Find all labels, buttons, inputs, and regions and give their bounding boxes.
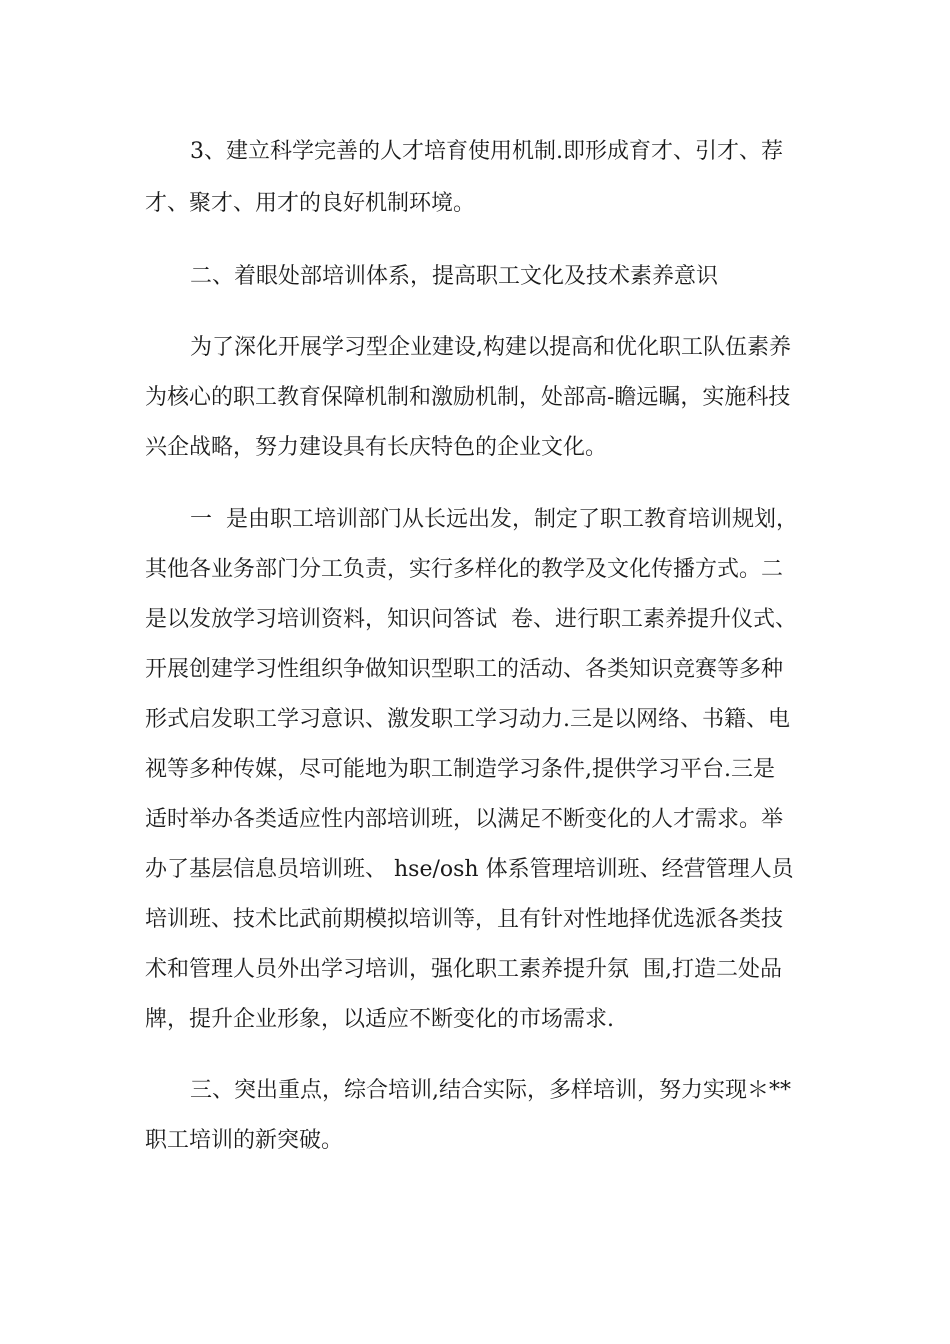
section-heading-2: 二、着眼处部培训体系，提高职工文化及技术素养意识 [190, 264, 719, 289]
para3-line9: 培训班、技术比武前期模拟培训等，且有针对性地择优选派各类技 [145, 907, 784, 932]
para3-line1: 一 是由职工培训部门从长远出发，制定了职工教育培训规划， [190, 507, 798, 532]
para1-line1: 3、建立科学完善的人才培育使用机制.即形成育才、引才、荐 [190, 139, 783, 164]
section-heading-3-line2: 职工培训的新突破。 [145, 1128, 344, 1153]
para1-line2: 才、聚才、用才的良好机制环境。 [145, 191, 476, 216]
para3-line8: 办了基层信息员培训班、 hse/osh 体系管理培训班、经营管理人员 [145, 857, 794, 882]
section-heading-3-line1: 三、突出重点，综合培训,结合实际，多样培训，努力实现＊** [190, 1078, 791, 1103]
para2-line2: 为核心的职工教育保障机制和激励机制，处部高-瞻远瞩，实施科技 [145, 385, 791, 410]
para3-line10: 术和管理人员外出学习培训，强化职工素养提升氛 围,打造二处品 [145, 957, 782, 982]
para2-line3: 兴企战略，努力建设具有长庆特色的企业文化。 [145, 435, 608, 460]
para3-line3: 是以发放学习培训资料，知识问答试 卷、进行职工素养提升仪式、 [145, 607, 797, 632]
para3-line6: 视等多种传媒，尽可能地为职工制造学习条件,提供学习平台.三是 [145, 757, 775, 782]
para2-line1: 为了深化开展学习型企业建设,构建以提高和优化职工队伍素养 [190, 335, 791, 360]
para3-line7: 适时举办各类适应性内部培训班，以满足不断变化的人才需求。举 [145, 807, 784, 832]
para3-line4: 开展创建学习性组织争做知识型职工的活动、各类知识竞赛等多种 [145, 657, 784, 682]
para3-line11: 牌，提升企业形象，以适应不断变化的市场需求. [145, 1007, 614, 1032]
para3-line5: 形式启发职工学习意识、激发职工学习动力.三是以网络、书籍、电 [145, 707, 790, 732]
para3-line2: 其他各业务部门分工负责，实行多样化的教学及文化传播方式。二 [145, 557, 784, 582]
